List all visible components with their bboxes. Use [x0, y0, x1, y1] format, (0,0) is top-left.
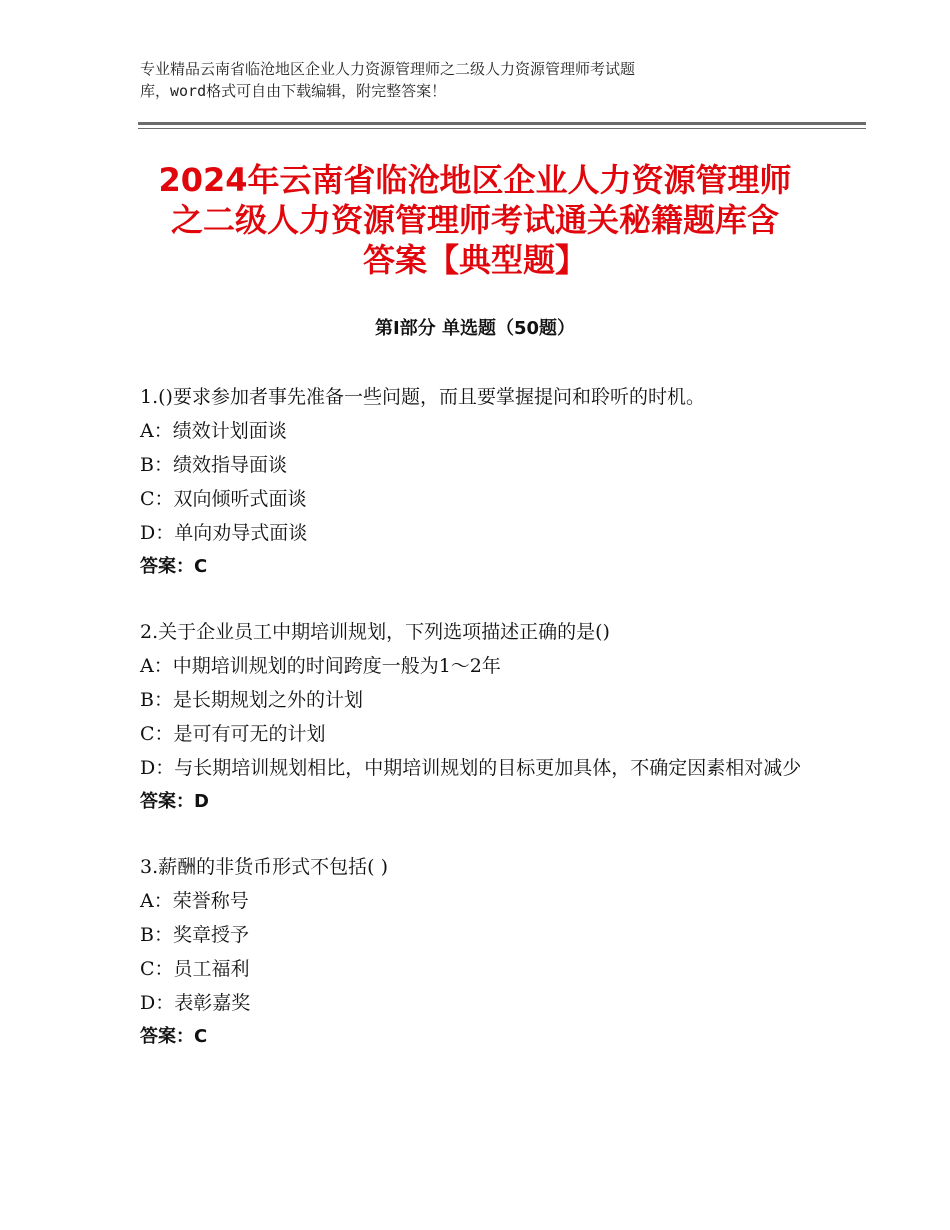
- document-title-line-3: 答案【典型题】: [362, 241, 587, 279]
- question-3: [140, 850, 820, 1054]
- option-a: A：荣誉称号: [140, 890, 249, 912]
- option-a: A：绩效计划面谈: [140, 420, 287, 442]
- header-note-line-1: 专业精品云南省临沧地区企业人力资源管理师之二级人力资源管理师考试题: [140, 60, 636, 78]
- header-note-line-2: 库，word格式可自由下载编辑，附完整答案！: [140, 82, 447, 100]
- answer-label: 答案：C: [140, 556, 208, 577]
- option-d: D：与长期培训规划相比，中期培训规划的目标更加具体，不确定因素相对减少: [140, 757, 802, 779]
- question-list: [140, 380, 820, 1085]
- option-d: D：表彰嘉奖: [140, 992, 251, 1014]
- option-b: B：是长期规划之外的计划: [140, 689, 363, 711]
- document-title-line-2: 之二级人力资源管理师考试通关秘籍题库含: [170, 201, 779, 239]
- question-2: [140, 615, 820, 819]
- question-stem: 2.关于企业员工中期培训规划，下列选项描述正确的是(): [140, 621, 610, 643]
- option-a: A：中期培训规划的时间跨度一般为1～2年: [140, 655, 501, 677]
- option-b: B：绩效指导面谈: [140, 454, 287, 476]
- question-stem: 3.薪酬的非货币形式不包括( ): [140, 856, 388, 878]
- option-d: D：单向劝导式面谈: [140, 522, 308, 544]
- answer-label: 答案：C: [140, 1026, 208, 1047]
- document-title: [130, 160, 820, 280]
- option-b: B：奖章授予: [140, 924, 249, 946]
- question-1: [140, 380, 820, 584]
- question-stem: 1.()要求参加者事先准备一些问题，而且要掌握提问和聆听的时机。: [140, 386, 705, 408]
- header-divider-thin: [138, 128, 866, 129]
- header-note: [140, 58, 780, 102]
- option-c: C：双向倾听式面谈: [140, 488, 307, 510]
- document-title-line-1: 2024年云南省临沧地区企业人力资源管理师: [158, 161, 792, 199]
- section-heading: 第Ⅰ部分 单选题（50题）: [374, 318, 575, 339]
- header-divider-thick: [138, 122, 866, 125]
- option-c: C：是可有可无的计划: [140, 723, 326, 745]
- answer-label: 答案：D: [140, 791, 209, 812]
- option-c: C：员工福利: [140, 958, 250, 980]
